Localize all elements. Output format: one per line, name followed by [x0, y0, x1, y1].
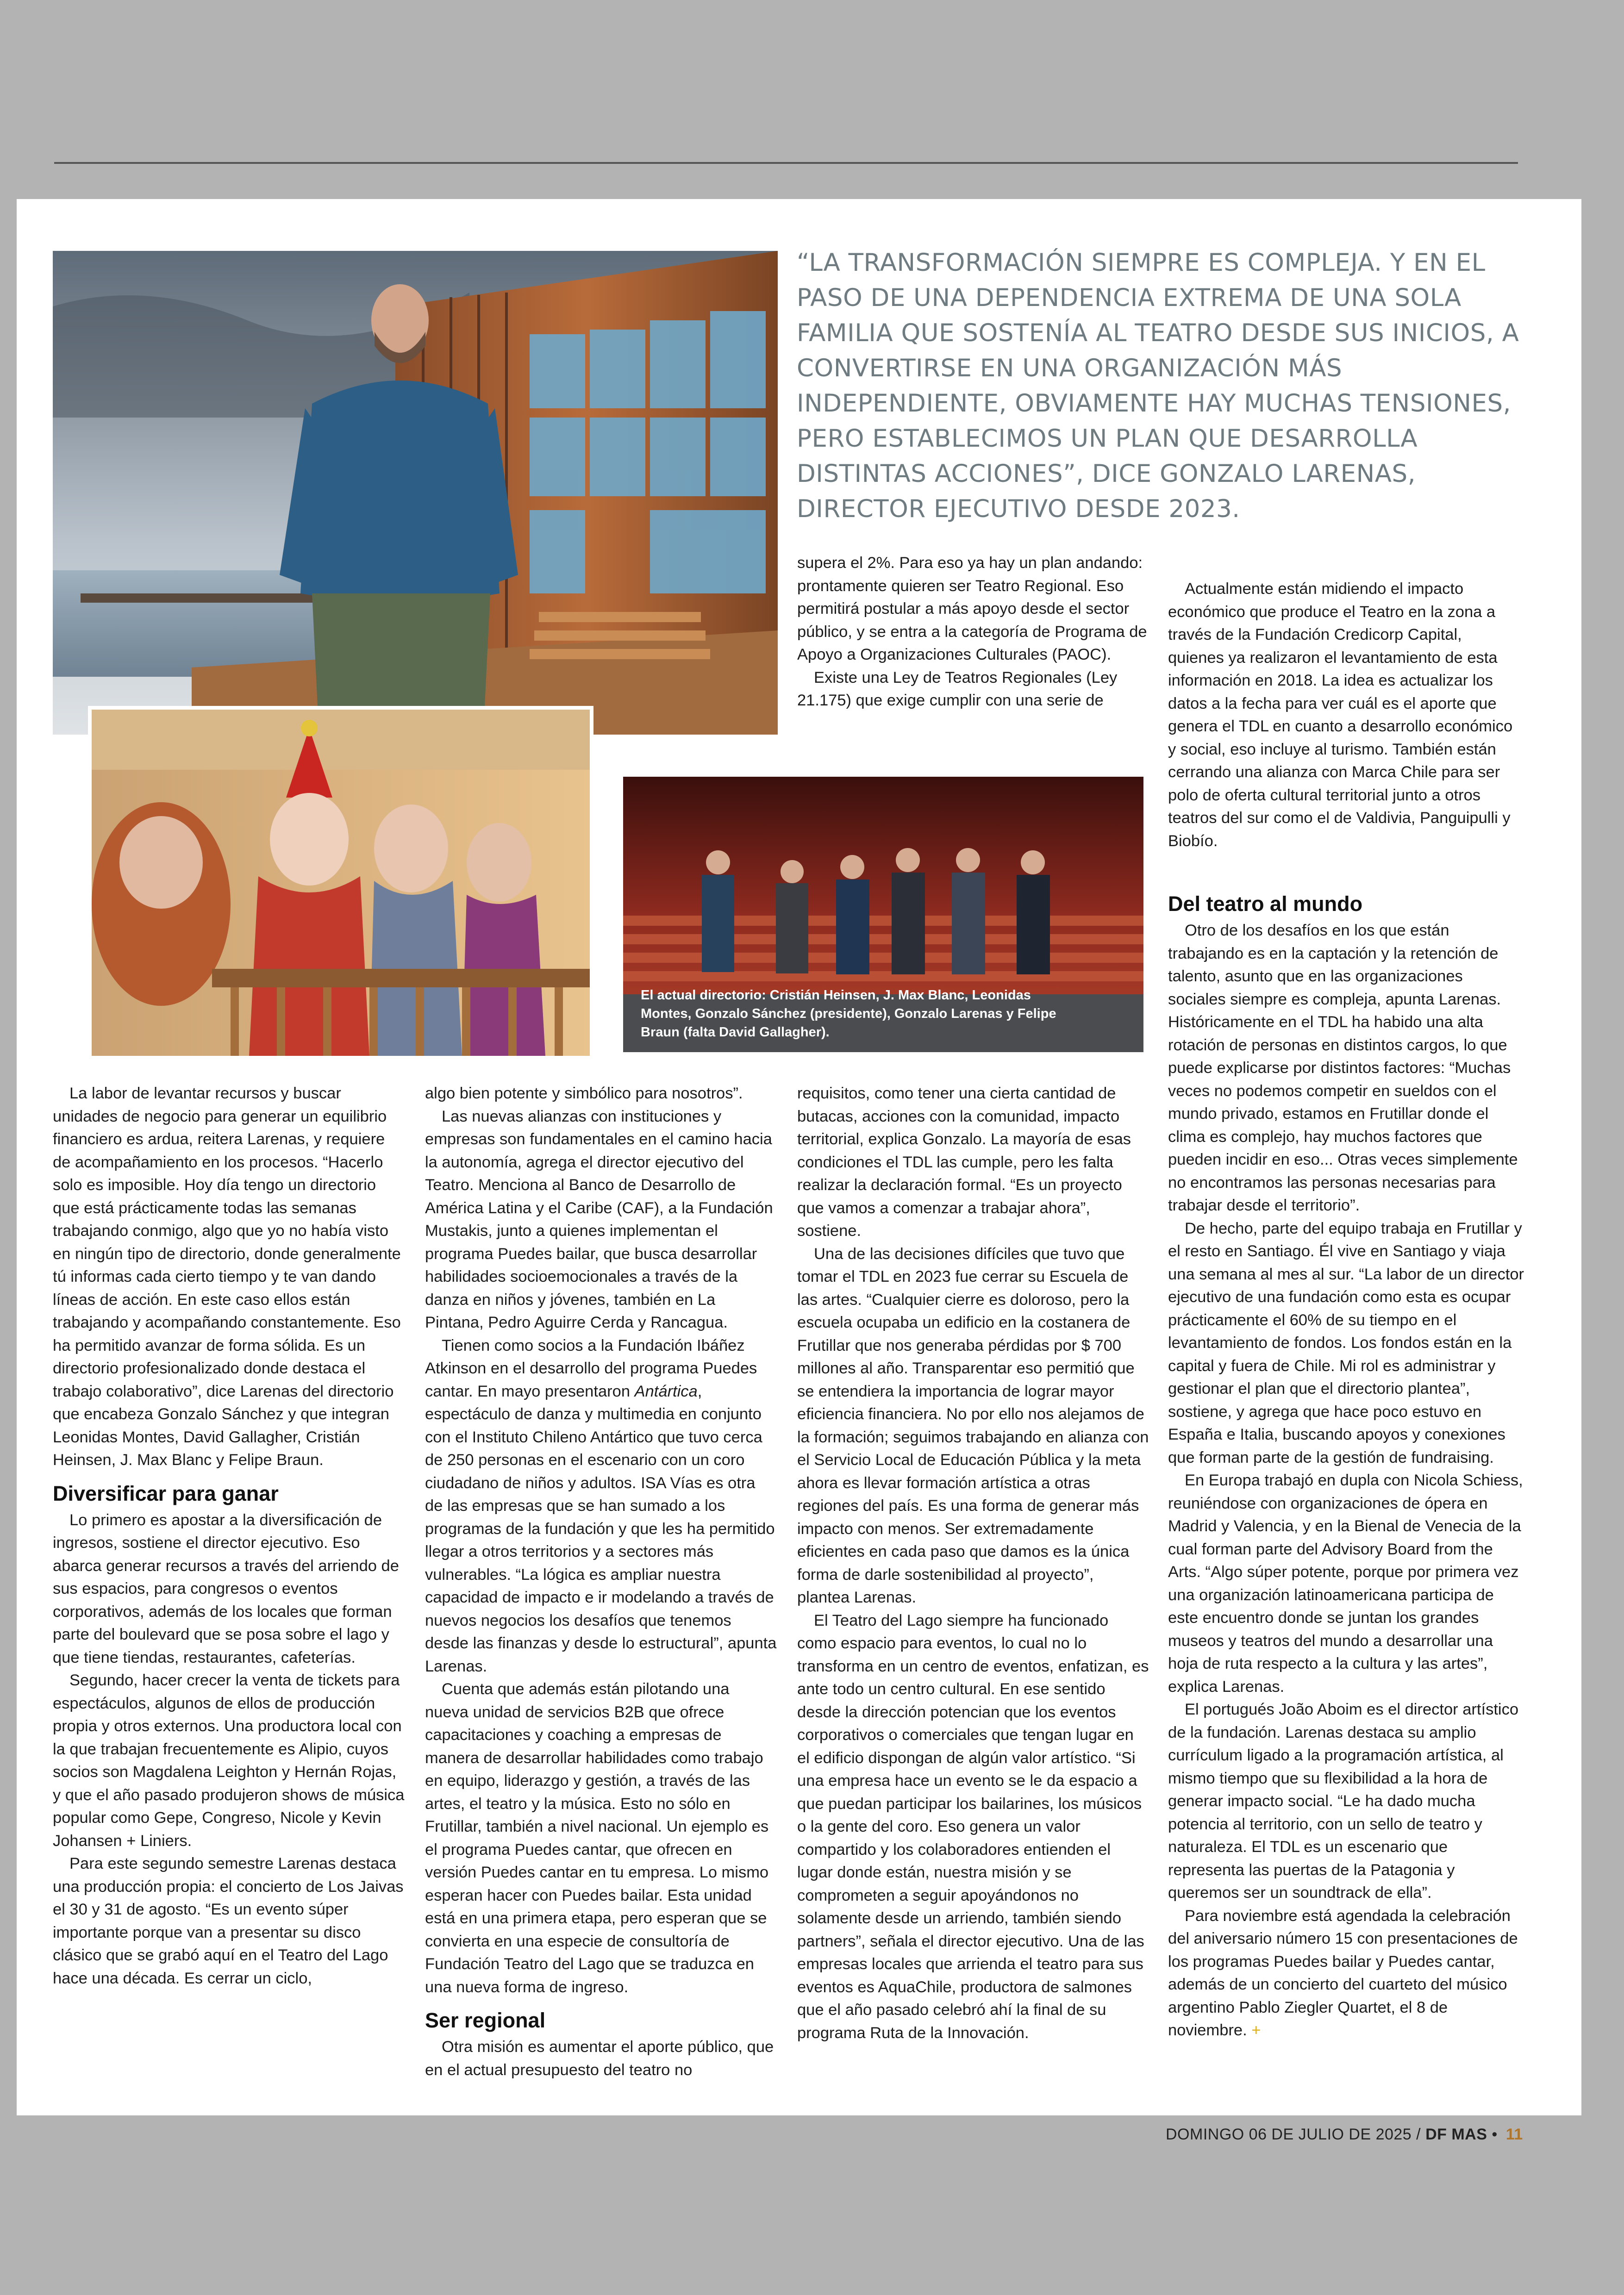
photo-children-performance: [88, 706, 593, 1060]
paragraph: requisitos, como tener una cierta cantidad de butacas, acciones con la comunidad, impacto territorial, explica Gonzalo. La mayoría de esas condiciones el TDL las cumple, pero les falta realizar la declaración formal. “Es un proyecto que vamos a comenzar a trabajar ahora”, sostiene.: [797, 1085, 1131, 1240]
paragraph: Otro de los desafíos en los que están trabajando es en la captación y la retención de talento, asunto que en las organizaciones sociales siempre es compleja, apunta Larenas. Históricamente en el TDL ha habido una alta rotación de personas en distintos cargos, lo que puede explicarse por distintos factores: “Muchas veces no podemos competir en sueldos con el mundo privado, estamos en Frutillar donde el clima es complejo, hay muchos factores que pueden incidir en eso... Otras veces simplemente no encontramos las personas necesarias para trabajar desde el territorio”.: [1168, 922, 1518, 1214]
paragraph: Una de las decisiones difíciles que tuvo que tomar el TDL en 2023 fue cerrar su Escuela de las artes. “Cualquier cierre es doloroso, pero la escuela ocupaba un edificio en la costanera de Frutillar que nos generaba pérdidas por $ 700 millones al año. Transparentar eso permitió que se entendiera la importancia de lograr mayor eficiencia financiera. No por ello nos alejamos de la formación; seguimos trabajando en alianza con el Servicio Local de Educación Pública y la meta ahora es llevar formación artística a otras regiones del país. Es una forma de generar más impacto con menos. Ser extremadamente eficientes en cada paso que damos es la única forma de darle sostenibilidad al proyecto”, plantea Larenas.: [797, 1245, 1149, 1606]
paragraph: De hecho, parte del equipo trabaja en Frutillar y el resto en Santiago. Él vive en Santiago y viaja una semana al mes al sur. “La labor de un director ejecutivo de una fundación como esta es ocupar prácticamente el 60% de su tiempo en el levantamiento de fondos. Los fondos están en la capital y fuera de Chile. Mi rol es administrar y gestionar el plan que el directorio plantea”, sostiene, y agrega que hace poco estuvo en España e Italia, buscando apoyos y conexiones que forman parte de la gestión de fundraising.: [1168, 1219, 1524, 1466]
paragraph: Lo primero es apostar a la diversificación de ingresos, sostiene el director ejecutivo. Eso abarca generar recursos a través del arriendo de sus espacios, para congresos o eventos corporativos, además de los locales que forman parte del boulevard que se posa sobre el lago y que tiene tiendas, restaurantes, cafeterías.: [53, 1511, 399, 1666]
paragraph: Segundo, hacer crecer la venta de tickets para espectáculos, algunos de ellos de producción propia y otros externos. Una productora local con la que trabajan frecuentemente es Alipio, cuyos socios son Magdalena Leighton y Hernán Rojas, y que el año pasado produjeron shows de música popular como Gepe, Congreso, Nicole y Kevin Johansen + Liniers.: [53, 1671, 405, 1850]
text-run: , espectáculo de danza y multimedia en conjunto con el Instituto Chileno Antártico que tuvo cerca de 250 personas en el escenario con un coro ciudadano de niños y adultos. ISA Vías es otra de las empresas que se han sumado a los programas de la fundación y que les ha permitido llegar a otros territorios y a sectores más vulnerables. “La lógica es ampliar nuestra capacidad de impacto e ir modelando a través de nuevos negocios los desafíos que tenemos desde las finanzas y desde lo estructural”, apunta Larenas.: [425, 1382, 777, 1675]
paragraph: Otra misión es aumentar el aporte público, que en el actual presupuesto del teatro no: [425, 2038, 774, 2079]
paragraph: Las nuevas alianzas con instituciones y empresas son fundamentales en el camino hacia la autonomía, agrega el director ejecutivo del Teatro. Menciona al Banco de Desarrollo de América Latina y el Caribe (CAF), a la Fundación Mustakis, junto a quienes implementan el programa Puedes bailar, que busca desarrollar habilidades socioemocionales a través de la danza en niños y jóvenes, también en La Pintana, Pedro Aguirre Cerda y Rancagua.: [425, 1107, 773, 1331]
article-column-4: [1168, 882, 1524, 2042]
photo-director-theatre: [53, 251, 778, 735]
text-run: Tienen como socios a la Fundación Ibáñez Atkinson en el desarrollo del programa Puedes cantar. En mayo presentaron: [425, 1336, 757, 1400]
article-column-3: [797, 1082, 1149, 2045]
paragraph: En Europa trabajó en dupla con Nicola Schiess, reuniéndose con organizaciones de ópera en Madrid y Valencia, y en la Bienal de Venecia de la cual forman parte del Advisory Board from the Arts. “Algo súper potente, porque por primera vez una organización latinoamericana participa de este encuentro donde se juntan los grandes museos y teatros del mundo a desarrollar una hoja de ruta respecto a la cultura y las artes”, explica Larenas.: [1168, 1472, 1523, 1696]
paragraph: [425, 1335, 777, 1678]
paragraph: supera el 2%. Para eso ya hay un plan andando: prontamente quieren ser Teatro Regional. Eso permitirá postular a más apoyo desde el sector público, y se entra a la categoría de Programa de Apoyo a Organizaciones Culturales (PAOC).: [797, 554, 1147, 663]
section-heading: Del teatro al mundo: [1168, 892, 1363, 916]
photo-caption: El actual directorio: Cristián Heinsen, J. Max Blanc, Leonidas Montes, Gonzalo Sánchez (presidente), Gonzalo Larenas y Felipe Braun (falta David Gallagher).: [641, 988, 1056, 1040]
paragraph: Existe una Ley de Teatros Regionales (Ley 21.175) que exige cumplir con una serie de: [797, 668, 1118, 709]
end-mark: +: [1251, 2021, 1261, 2039]
paragraph: Actualmente están midiendo el impacto económico que produce el Teatro en la zona a través de la Fundación Credicorp Capital, quienes ya realizaron el levantamiento de esta información en 2018. La idea es actualizar los datos a la fecha para ver cuál es el aporte que genera el TDL en cuanto a desarrollo económico y social, eso incluye al turismo. También están cerrando una alianza con Marca Chile para ser polo de oferta cultural territorial junto a otros teatros del sur como el de Valdivia, Panguipulli y Biobío.: [1168, 580, 1513, 850]
paragraph: [1168, 1905, 1524, 2042]
paragraph: El Teatro del Lago siempre ha funcionado como espacio para eventos, lo cual no lo transforma en un centro de eventos, enfatizan, es ante todo un centro cultural. En ese sentido desde la dirección potencian que los eventos corporativos o comerciales que tengan lugar en el edificio dispongan de algún valor artístico. “Si una empresa hace un evento se le da espacio a que puedan participar los bailarines, los músicos o la gente del coro. Eso genera un valor compartido y los colaboradores entienden el lugar donde están, nuestra misión y se comprometen a seguir apoyándonos no solamente desde un arriendo, también siendo partners”, señala el director ejecutivo. Una de las empresas locales que arrienda el teatro para sus eventos es AquaChile, productora de salmones que el año pasado celebró ahí la final de su programa Ruta de la Innovación.: [797, 1611, 1149, 2042]
footer-date: DOMINGO 06 DE JULIO DE 2025 /: [1166, 2126, 1426, 2143]
article-column-upper-2: [1168, 578, 1520, 853]
page-number: 11: [1505, 2126, 1523, 2143]
paragraph: El portugués João Aboim es el director artístico de la fundación. Larenas destaca su amplio currículum ligado a la programación artística, al mismo tiempo que su flexibilidad a la hora de generar impacto social. “Le ha dado mucha potencia al territorio, con un sello de teatro y naturaleza. El TDL es un escenario que representa las puertas de la Patagonia y queremos ser un soundtrack de ella”.: [1168, 1701, 1519, 1902]
footer-separator: •: [1487, 2126, 1498, 2143]
paragraph: La labor de levantar recursos y buscar unidades de negocio para generar un equilibrio financiero es ardua, reitera Larenas, y requiere de acompañamiento en los procesos. “Hacerlo solo es imposible. Hoy día tengo un directorio que está prácticamente todas las semanas trabajando conmigo, algo que yo no había visto en ningún tipo de directorio, donde generalmente tú informas cada cierto tiempo y te van dando líneas de acción. En este caso ellos están trabajando y acompañando constantemente. Eso ha permitido avanzar de forma sólida. Es un directorio profesionalizado donde destaca el trabajo colaborativo”, dice Larenas del directorio que encabeza Gonzalo Sánchez y que integran Leonidas Montes, David Gallagher, Cristián Heinsen, J. Max Blanc y Felipe Braun.: [53, 1085, 401, 1469]
paragraph: Para este segundo semestre Larenas destaca una producción propia: el concierto de Los Jaivas el 30 y 31 de agosto. “Es un evento súper importante porque van a presentar su disco clásico que se grabó aquí en el Teatro del Lago hace una década. Es cerrar un ciclo,: [53, 1855, 404, 1987]
article-column-2: [425, 1082, 777, 2082]
page-footer: [1166, 2126, 1523, 2144]
article-column-upper-1: [797, 552, 1149, 712]
pull-quote: “LA TRANSFORMACIÓN SIEMPRE ES COMPLEJA. Y EN EL PASO DE UNA DEPENDENCIA EXTREMA DE UNA SOLA FAMILIA QUE SOSTENÍA AL TEATRO DESDE SUS INICIOS, A CONVERTIRSE EN UNA ORGANIZACIÓN MÁS INDEPENDIENTE, OBVIAMENTE HAY MUCHAS TENSIONES, PERO ESTABLECIMOS UN PLAN QUE DESARROLLA DISTINTAS ACCIONES”, DICE GONZALO LARENAS, DIRECTOR EJECUTIVO DESDE 2023.: [797, 249, 1519, 523]
paragraph: algo bien potente y simbólico para nosotros”.: [425, 1085, 743, 1102]
text-run: Para noviembre está agendada la celebración del aniversario número 15 con presentaciones de los programas Puedes bailar y Puedes cantar, además de un concierto del cuarteto del músico argentino Pablo Ziegler Quartet, el 8 de noviembre.: [1168, 1907, 1518, 2039]
footer-brand: DF MAS: [1425, 2126, 1487, 2143]
section-heading: Diversificar para ganar: [53, 1481, 279, 1505]
section-heading: Ser regional: [425, 2008, 546, 2032]
emphasis: Antártica: [634, 1382, 698, 1400]
top-rule: [54, 162, 1518, 164]
article-column-1: [53, 1082, 405, 1990]
paragraph: Cuenta que además están pilotando una nueva unidad de servicios B2B que ofrece capacitaciones y coaching a empresas de manera de desarrollar habilidades como trabajo en equipo, liderazgo y gestión, a través de las artes, el teatro y la música. Esto no sólo en Frutillar, también a nivel nacional. Un ejemplo es el programa Puedes cantar, que ofrecen en versión Puedes cantar en tu empresa. Lo mismo esperan hacer con Puedes bailar. Esta unidad está en una primera etapa, pero esperan que se convierta en una especie de consultoría de Fundación Teatro del Lago que se traduzca en una nueva forma de ingreso.: [425, 1680, 769, 1996]
magazine-page: [17, 199, 1581, 2115]
